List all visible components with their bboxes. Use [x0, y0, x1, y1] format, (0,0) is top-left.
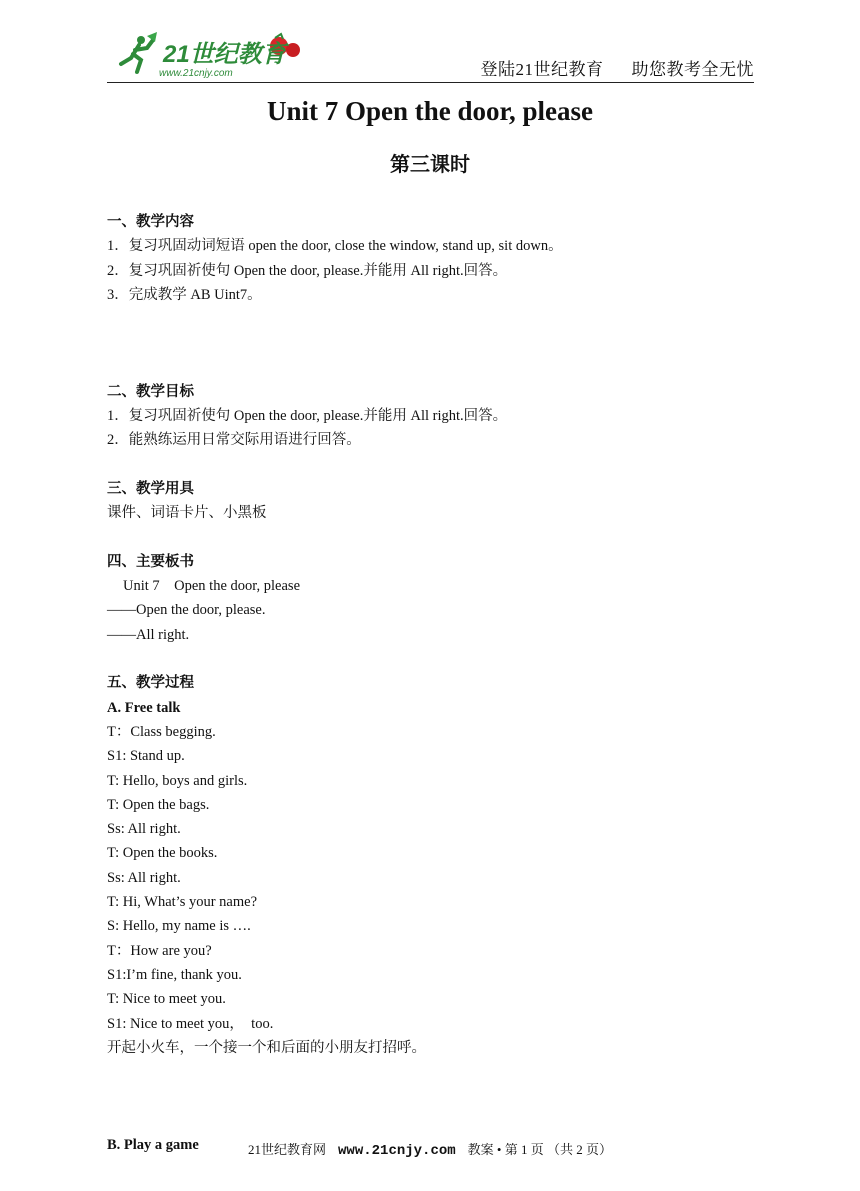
content-item: 3．完成教学 AB Uint7。 — [107, 286, 262, 303]
slogan-right: 助您教考全无忧 — [631, 60, 754, 79]
section-heading-materials: 三、教学用具 — [107, 480, 194, 497]
content-item: 1．复习巩固动词短语 open the door, close the window, stand up, sit down。 — [107, 238, 563, 255]
dialogue-line: S1: Stand up. — [107, 748, 185, 765]
svg-text:www.21cnjy.com: www.21cnjy.com — [159, 68, 233, 79]
section-heading-board: 四、主要板书 — [107, 553, 194, 570]
activity-note: 开起小火车，一个接一个和后面的小朋友打招呼。 — [107, 1039, 426, 1056]
dialogue-line: T: Hi, What’s your name? — [107, 894, 258, 911]
svg-text:21世纪教育: 21世纪教育 — [163, 41, 286, 68]
dialogue-line: T: Nice to meet you. — [107, 991, 226, 1008]
page-header — [107, 28, 754, 83]
dialogue-line: S: Hello, my name is …. — [107, 918, 251, 935]
document-title: Unit 7 Open the door, please — [266, 96, 594, 126]
board-line: ——Open the door, please. — [107, 602, 266, 619]
footer-page-info: 教案 • 第 1 页 （共 2 页） — [467, 1142, 612, 1157]
header-slogan — [453, 55, 755, 80]
dialogue-line: S1:I’m fine, thank you. — [107, 966, 242, 983]
content-item: 2．复习巩固祈使句 Open the door, please.并能用 All right.回答。 — [107, 262, 508, 279]
part-b-heading: B. Play a game — [107, 1136, 199, 1153]
section-heading-process: 五、教学过程 — [107, 675, 194, 692]
dialogue-line: T: Open the books. — [107, 845, 218, 862]
board-line: Unit 7 Open the door, please — [123, 578, 301, 595]
dialogue-line: T: Open the bags. — [107, 796, 210, 813]
board-line: ——All right. — [107, 626, 190, 643]
footer-site: 21世纪教育网 — [248, 1142, 327, 1157]
objective-item: 2．能熟练运用日常交际用语进行回答。 — [107, 432, 361, 449]
materials-text: 课件、词语卡片、小黑板 — [107, 505, 267, 522]
dialogue-line: S1: Nice to meet you， too. — [107, 1015, 274, 1032]
footer-url-link[interactable]: www.21cnjy.com — [338, 1143, 456, 1159]
section-heading-objectives: 二、教学目标 — [107, 383, 194, 400]
site-logo — [111, 30, 311, 80]
part-a-heading: A. Free talk — [107, 699, 181, 716]
dialogue-line: Ss: All right. — [107, 869, 181, 886]
dialogue-line: T：How are you? — [107, 942, 212, 959]
slogan-left: 登陆21世纪教育 — [480, 60, 604, 79]
document-subtitle: 第三课时 — [390, 154, 470, 176]
dialogue-line: T：Class begging. — [107, 723, 216, 740]
document-body — [107, 210, 767, 1157]
dialogue-line: Ss: All right. — [107, 821, 181, 838]
section-heading-content: 一、教学内容 — [107, 214, 194, 230]
dialogue-line: T: Hello, boys and girls. — [107, 772, 248, 789]
page-footer — [0, 1139, 860, 1159]
objective-item: 1．复习巩固祈使句 Open the door, please.并能用 All right.回答。 — [107, 408, 508, 425]
